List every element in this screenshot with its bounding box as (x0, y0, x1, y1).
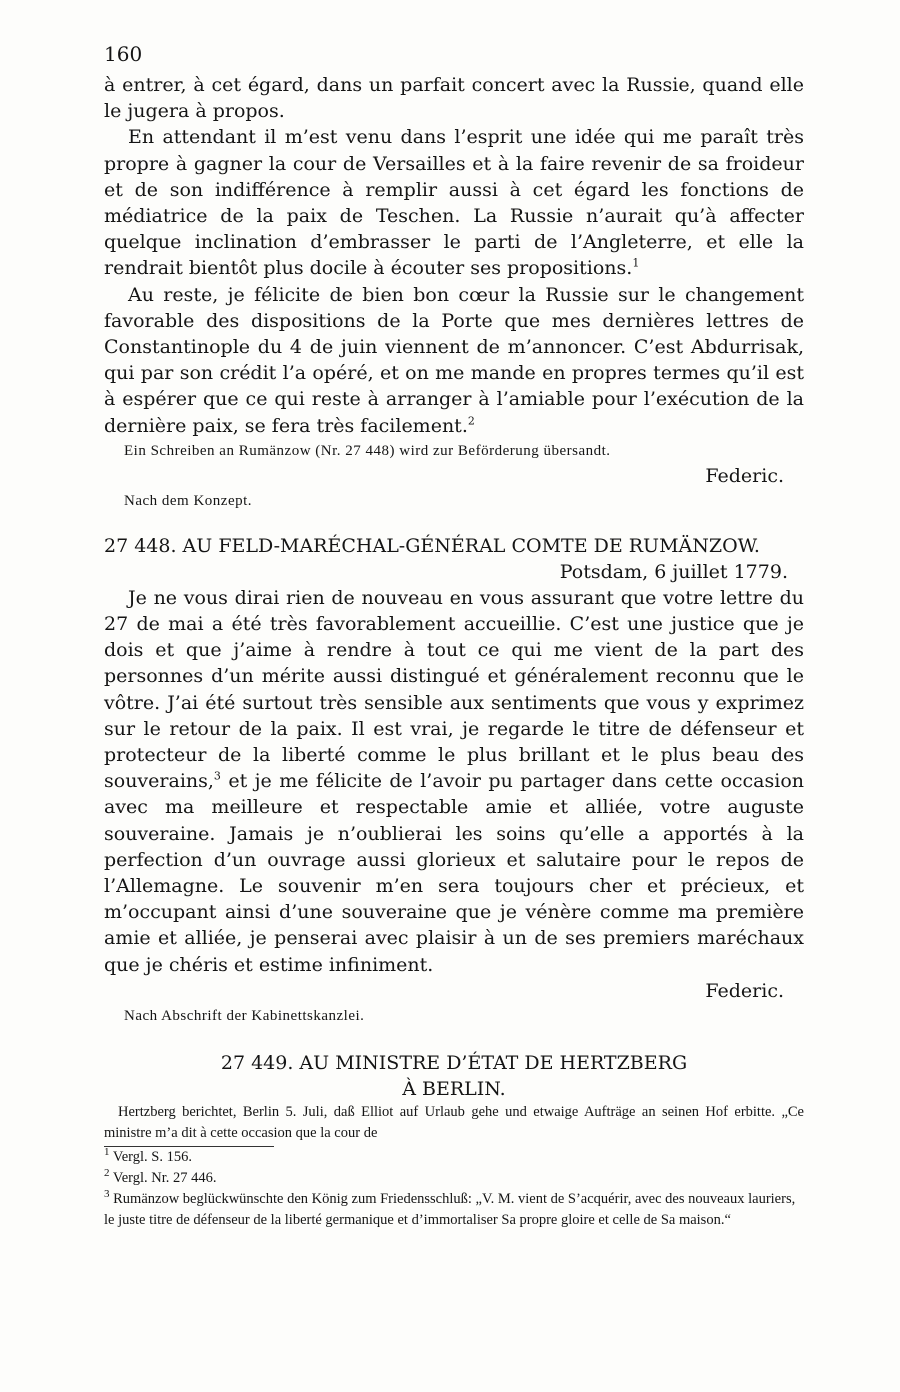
document-page (104, 42, 804, 1231)
footnotes (104, 1147, 804, 1231)
signature-2: Federic. (705, 979, 784, 1002)
page-number: 160 (104, 42, 143, 66)
source-note-2: Nach Abschrift der Kabinettskanzlei. (124, 1007, 365, 1024)
footnote-ref-1[interactable]: 1 (632, 257, 640, 271)
letter-3-summary: Hertzberg berichtet, Berlin 5. Juli, daß Elliot auf Urlaub gehe und etwaige Aufträge an seinen Hof erbitte. „Ce ministre m’a dit à cette occasion que la cour de (104, 1103, 804, 1141)
footnote-1: $^1$ Vergl. S. 156. (104, 1146, 192, 1165)
letter-3-heading: 27 449. AU MINISTRE D’ÉTAT DE HERTZBERG À BERLIN. (220, 1051, 688, 1100)
signature-1: Federic. (705, 464, 784, 487)
letter-2-heading: 27 448. AU FELD-MARÉCHAL-GÉNÉRAL COMTE DE RUMÄNZOW. (104, 534, 760, 557)
footnote-ref-3[interactable]: 3 (213, 769, 221, 783)
letter-continuation (104, 72, 804, 439)
paragraph-3: Au reste, je félicite de bien bon cœur la Russie sur le changement favorable des dispositions de la Porte que mes dernières lettres de Constantinople du 4 de juin viennent de m’annoncer. C’est Abdurrisak, qui par son crédit l’a opéré, et on me mande en propres termes qu’il est à espérer que ce qui reste à arranger à l’amiable pour l’exécution de la dernière paix, se fera très facilement.$^2$ (104, 283, 804, 437)
footnote-3: $^3$ Rumänzow beglückwünschte den König zum Friedensschluß: „V. M. vient de S’acquérir, avec des nouveaux lauriers, le juste titre de défenseur de la liberté germanique et d’immortaliser Sa propre gloire et celle de Sa maison.“ (104, 1188, 796, 1228)
paragraph-2: En attendant il m’est venu dans l’esprit une idée qui me paraît très propre à gagner la cour de Versailles et à la faire revenir de sa froideur et de son indifférence à remplir aussi à cet égard les fonctions de médiatrice de la paix de Teschen. La Russie n’aurait qu’à affecter quelque inclination d’embrasser le parti de l’Angleterre, et elle la rendrait bientôt plus docile à écouter ses propositions.$^1$ (104, 126, 804, 280)
letter-2-dateline: Potsdam, 6 juillet 1779. (559, 560, 788, 583)
footnote-ref-2[interactable]: 2 (467, 414, 475, 428)
editor-note: Ein Schreiben an Rumänzow (Nr. 27 448) wird zur Beförderung übersandt. (124, 442, 611, 459)
paragraph-1: à entrer, à cet égard, dans un parfait concert avec la Russie, quand elle le jugera à propos. (104, 74, 804, 123)
source-note-1: Nach dem Konzept. (124, 492, 253, 509)
letter-2-paragraph: Je ne vous dirai rien de nouveau en vous assurant que votre lettre du 27 de mai a été très favorablement accueillie. C’est une justice que je dois et que j’aime à rendre à tout ce qui me vient de la part des personnes d’un mérite aussi distingué et généralement reconnu que le vôtre. J’ai été surtout très sensible aux sentiments que vous y exprimez sur le retour de la paix. Il est vrai, je regarde le titre de défenseur et protecteur de la liberté comme le plus brillant et le plus beau des souverains,$^3$ et je me félicite de l’avoir pu partager dans cette occasion avec ma meilleure et respectable amie et alliée, votre auguste souveraine. Jamais je n’oublierai les soins qu’elle a apportés à la perfection d’un ouvrage aussi glorieux et salutaire pour le repos de l’Allemagne. Le souvenir m’en sera toujours cher et précieux, et m’occupant ainsi d’une souveraine que je vénère comme ma première amie et alliée, je penserai avec plaisir à un de ses premiers maréchaux que je chéris et estime infiniment. (104, 586, 804, 976)
footnote-2: $^2$ Vergl. Nr. 27 446. (104, 1167, 217, 1186)
letter-2-body (104, 585, 804, 978)
